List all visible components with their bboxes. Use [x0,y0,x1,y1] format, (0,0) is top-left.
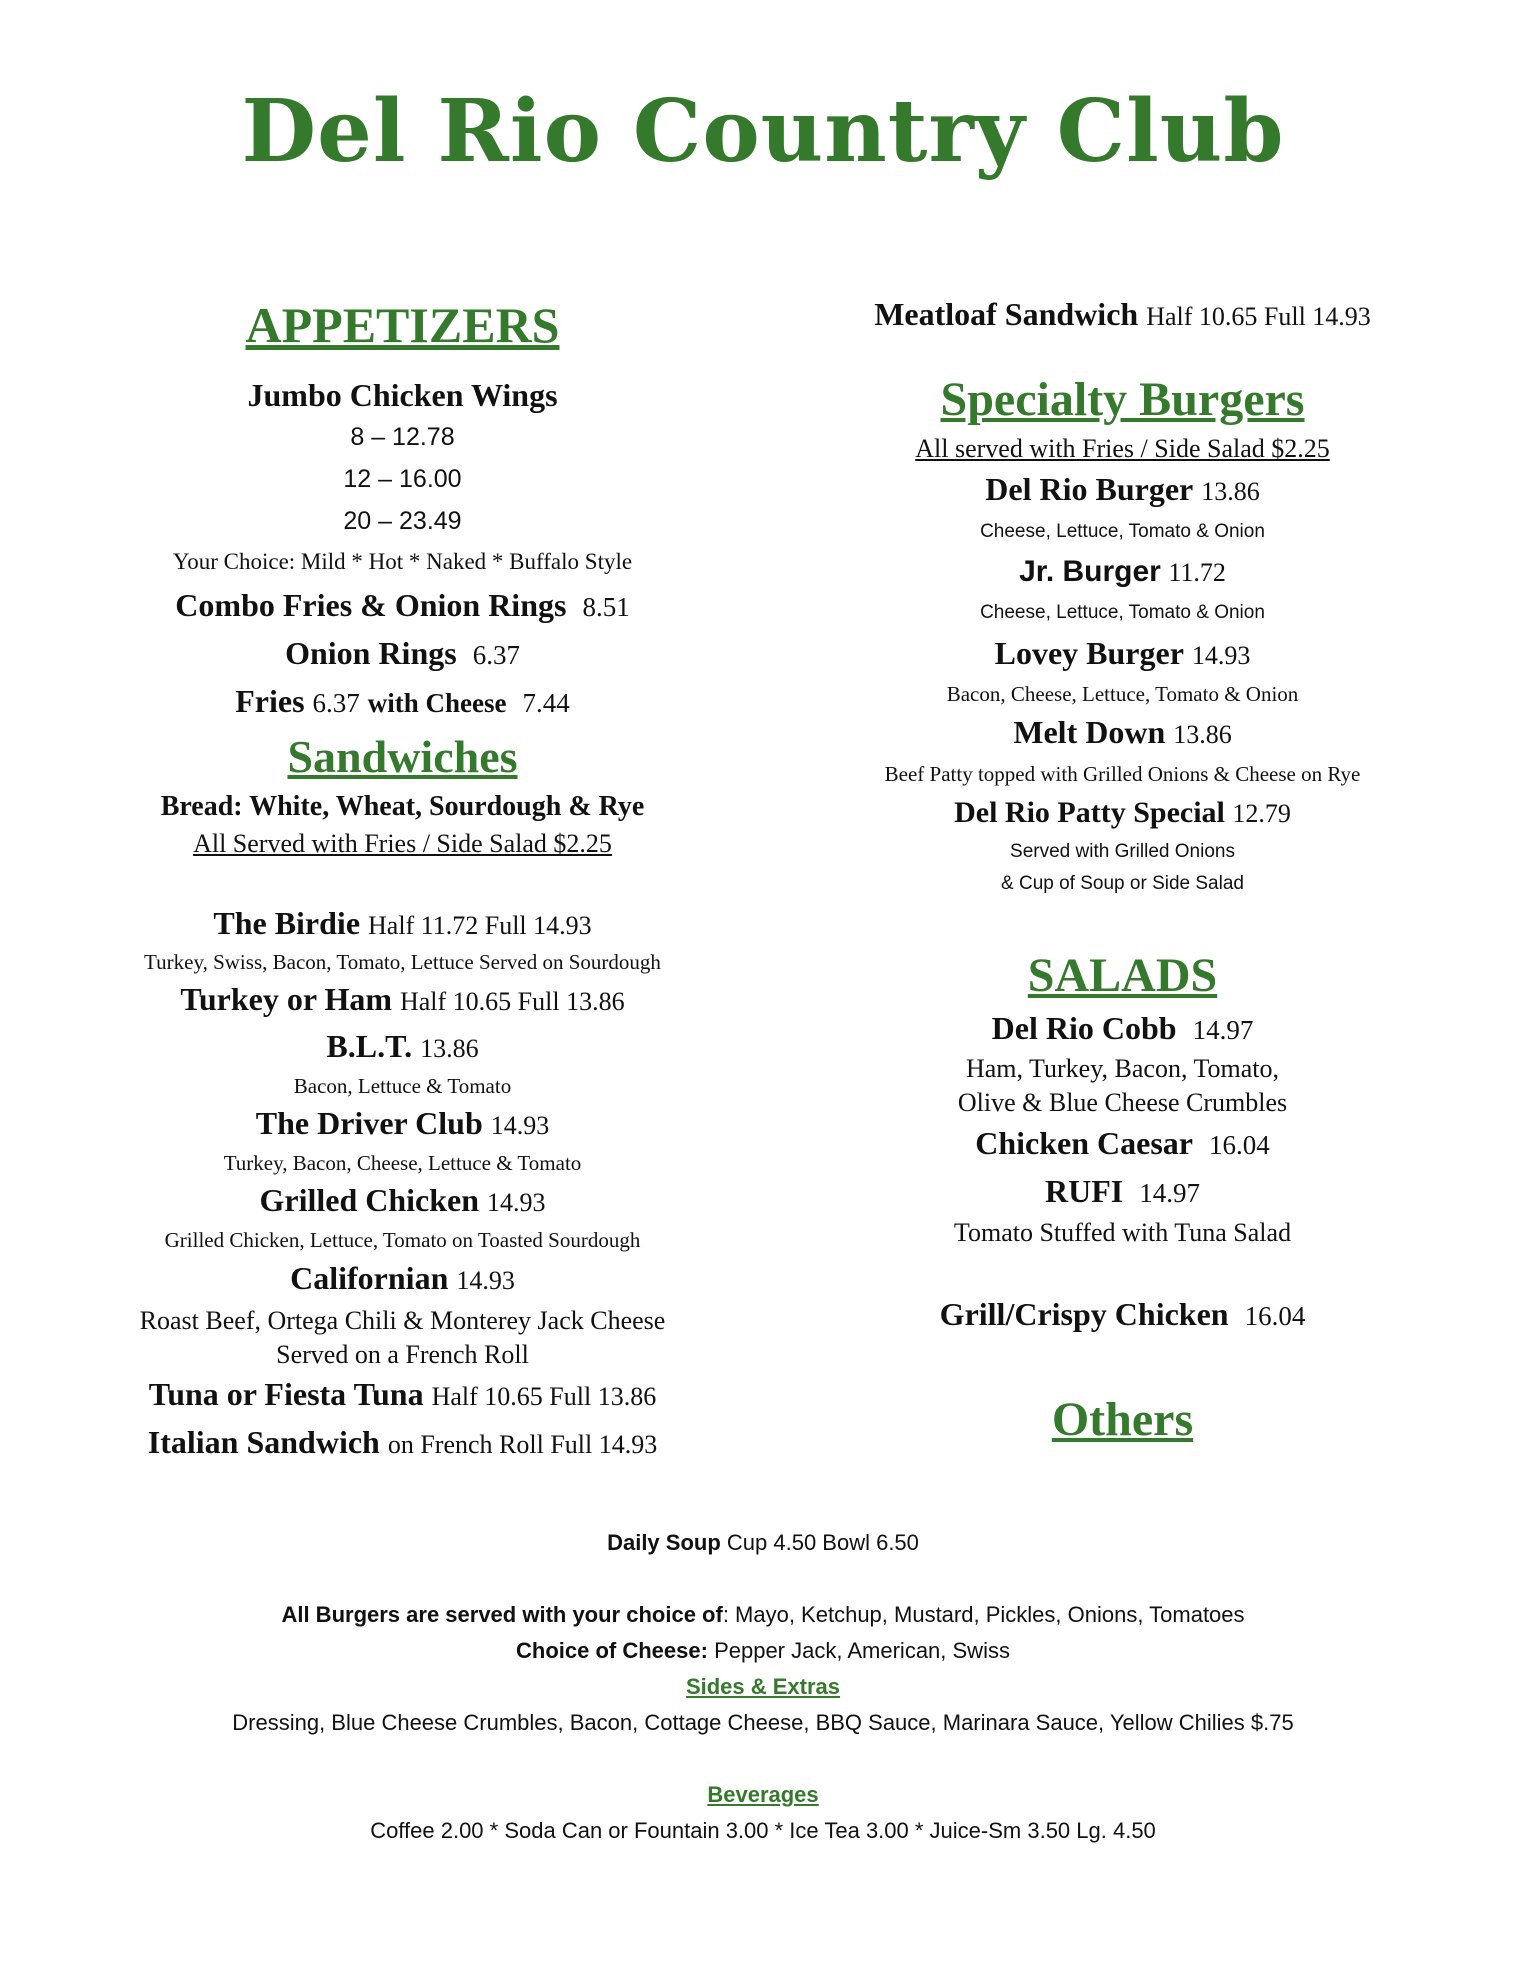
grill-chicken-name: Grill/Crispy Chicken [939,1296,1229,1332]
delrio-burger-item [800,467,1445,514]
jr-burger-item [800,550,1445,595]
tuna-name: Tuna or Fiesta Tuna [148,1376,424,1412]
delrio-burger-price: 13.86 [1201,477,1260,506]
burgers-served: All served with Fries / Side Salad $2.25 [915,434,1330,463]
wings-price-3: 20 – 23.49 [343,507,462,535]
driver-item [70,1101,735,1148]
rings-item [70,630,735,678]
cheese-options-label: Choice of Cheese: [516,1638,708,1663]
daily-soup [0,1525,1526,1561]
blt-price: 13.86 [420,1034,479,1063]
italian-price: on French Roll Full 14.93 [387,1430,658,1459]
grill-chicken-item [800,1292,1445,1338]
californian-name: Californian [290,1260,449,1296]
burger-options [0,1597,1526,1633]
jr-burger-desc: Cheese, Lettuce, Tomato & Onion [980,602,1265,623]
delrio-burger-name: Del Rio Burger [985,471,1194,507]
patty-special-desc-1: Served with Grilled Onions [1010,841,1235,862]
meltdown-price: 13.86 [1173,720,1232,749]
rufi-item [800,1168,1445,1216]
jr-burger-price: 11.72 [1168,558,1226,587]
birdie-name: The Birdie [213,905,361,941]
soup-price: Cup 4.50 Bowl 6.50 [726,1530,919,1555]
meatloaf-price: Half 10.65 Full 14.93 [1146,302,1371,331]
cobb-desc-1: Ham, Turkey, Bacon, Tomato, [965,1054,1280,1083]
fries-cheese-price: 7.44 [522,688,570,718]
italian-item [70,1419,735,1468]
lovey-burger-desc: Bacon, Cheese, Lettuce, Tomato & Onion [946,682,1299,706]
meltdown-name: Melt Down [1013,714,1166,750]
birdie-desc: Turkey, Swiss, Bacon, Tomato, Lettuce Served on Sourdough [144,950,661,974]
jr-burger-name: Jr. Burger [1019,555,1161,588]
appetizers-heading: APPETIZERS [245,297,560,353]
cheese-options-list: Pepper Jack, American, Swiss [707,1638,1010,1663]
patty-special-desc-2: & Cup of Soup or Side Salad [1001,873,1244,894]
fries-item [70,678,735,726]
blt-item [70,1024,735,1071]
driver-name: The Driver Club [255,1105,483,1141]
meltdown-desc: Beef Patty topped with Grilled Onions & Cheese on Rye [884,762,1361,786]
wings-price-2: 12 – 16.00 [343,465,462,493]
salads-heading: SALADS [1027,949,1218,1002]
californian-item [70,1255,735,1304]
left-column [70,290,735,1468]
californian-desc-2: Served on a French Roll [276,1340,529,1369]
meatloaf-name: Meatloaf Sandwich [874,296,1139,332]
grilled-price: 14.93 [487,1188,546,1217]
sides-list: Dressing, Blue Cheese Crumbles, Bacon, Cottage Cheese, BBQ Sauce, Marinara Sauce, Yellow Chilies $.75 [232,1710,1294,1735]
grilled-desc: Grilled Chicken, Lettuce, Tomato on Toasted Sourdough [164,1228,641,1252]
combo-price: 8.51 [582,592,630,622]
blt-name: B.L.T. [326,1028,413,1064]
others-heading: Others [1051,1393,1194,1446]
caesar-name: Chicken Caesar [975,1125,1193,1161]
patty-special-price: 12.79 [1232,799,1291,828]
burger-options-label: All Burgers are served with your choice of [281,1602,723,1627]
birdie-item [70,902,735,947]
grilled-item [70,1178,735,1225]
others-section [0,1525,1526,1849]
cobb-desc-2: Olive & Blue Cheese Crumbles [957,1088,1288,1117]
driver-desc: Turkey, Bacon, Cheese, Lettuce & Tomato [223,1151,582,1175]
driver-price: 14.93 [490,1111,550,1140]
caesar-price: 16.04 [1209,1130,1270,1160]
patty-special-name: Del Rio Patty Special [954,796,1225,829]
soup-label: Daily Soup [607,1530,721,1555]
right-column [800,292,1445,1450]
beverages-heading: Beverages [707,1782,819,1807]
californian-price: 14.93 [456,1266,515,1295]
cheese-options [0,1633,1526,1669]
lovey-burger-name: Lovey Burger [994,635,1184,671]
caesar-item [800,1120,1445,1168]
patty-special-item [800,791,1445,836]
rings-name: Onion Rings [285,635,457,671]
fries-cheese: with Cheese [367,688,507,718]
californian-desc-1: Roast Beef, Ortega Chili & Monterey Jack Cheese [139,1306,666,1335]
turkey-price: Half 10.65 Full 13.86 [399,987,625,1016]
blt-desc: Bacon, Lettuce & Tomato [293,1074,512,1098]
wings-name: Jumbo Chicken Wings [247,377,558,413]
combo-name: Combo Fries & Onion Rings [175,587,567,623]
burgers-heading: Specialty Burgers [940,373,1305,426]
beverages-list: Coffee 2.00 * Soda Can or Fountain 3.00 * Ice Tea 3.00 * Juice-Sm 3.50 Lg. 4.50 [370,1818,1156,1843]
lovey-burger-price: 14.93 [1191,641,1251,670]
grilled-name: Grilled Chicken [259,1182,480,1218]
rufi-name: RUFI [1045,1173,1124,1209]
delrio-burger-desc: Cheese, Lettuce, Tomato & Onion [980,521,1265,542]
sides-heading: Sides & Extras [685,1674,841,1699]
cobb-price: 14.97 [1192,1015,1254,1045]
combo-item [70,582,735,630]
birdie-price: Half 11.72 Full 14.93 [368,911,592,940]
meatloaf-item [800,292,1445,339]
fries-price: 6.37 [312,688,360,718]
tuna-item [70,1372,735,1419]
sandwiches-heading: Sandwiches [287,731,518,782]
burger-options-list: : Mayo, Ketchup, Mustard, Pickles, Onions, Tomatoes [722,1602,1245,1627]
turkey-item [70,977,735,1024]
lovey-burger-item [800,631,1445,678]
meltdown-item [800,710,1445,757]
rufi-desc: Tomato Stuffed with Tuna Salad [953,1218,1292,1247]
wings-choice: Your Choice: Mild * Hot * Naked * Buffalo Style [172,549,633,574]
cobb-item [800,1006,1445,1052]
fries-name: Fries [235,683,305,719]
tuna-price: Half 10.65 Full 13.86 [431,1382,657,1411]
sandwiches-served: All Served with Fries / Side Salad $2.25 [193,829,612,858]
page-title: Del Rio Country Club [241,81,1285,182]
grill-chicken-price: 16.04 [1244,1301,1306,1331]
bread-options: Bread: White, Wheat, Sourdough & Rye [160,791,645,822]
turkey-name: Turkey or Ham [180,981,392,1017]
rufi-price: 14.97 [1139,1178,1200,1208]
italian-name: Italian Sandwich [147,1424,380,1460]
rings-price: 6.37 [472,640,520,670]
wings-price-1: 8 – 12.78 [350,423,455,451]
cobb-name: Del Rio Cobb [991,1010,1177,1046]
